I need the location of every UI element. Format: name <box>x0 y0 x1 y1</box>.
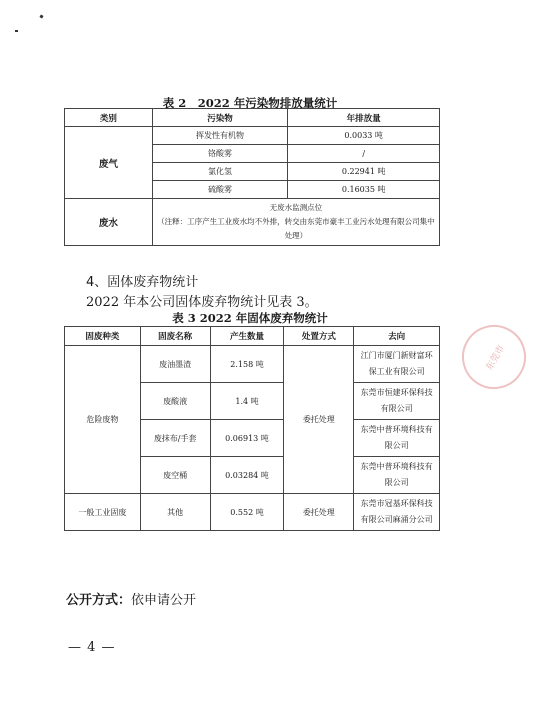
amount-cell: 0.22941 吨 <box>288 163 440 181</box>
disclosure-value: 依申请公开 <box>131 593 197 608</box>
destination-cell: 东莞市冠基环保科技有限公司麻涌分公司 <box>354 494 440 531</box>
disclosure-line <box>66 589 196 608</box>
pollutant-cell: 挥发性有机物 <box>152 127 288 145</box>
category-gas: 废气 <box>65 127 153 199</box>
water-note-cell <box>152 199 439 246</box>
destination-cell: 东莞中普环境科技有限公司 <box>354 420 440 457</box>
header-annual-emission: 年排放量 <box>288 109 440 127</box>
amount-cell: / <box>288 145 440 163</box>
disclosure-label: 公开方式： <box>66 593 132 608</box>
page-number: — 4 — <box>68 640 116 655</box>
quantity-cell: 1.4 吨 <box>210 383 284 420</box>
quantity-cell: 0.03284 吨 <box>210 457 284 494</box>
header-waste-type: 固废种类 <box>65 327 141 346</box>
amount-cell: 0.0033 吨 <box>288 127 440 145</box>
table-row <box>65 127 440 145</box>
destination-cell: 东莞中普环境科技有限公司 <box>354 457 440 494</box>
header-pollutant: 污染物 <box>152 109 288 127</box>
amount-cell: 0.16035 吨 <box>288 181 440 199</box>
destination-cell: 江门市厦门新财富环保工业有限公司 <box>354 346 440 383</box>
waste-type-hazardous: 危险废物 <box>65 346 141 494</box>
destination-cell: 东莞市恒建环保科技有限公司 <box>354 383 440 420</box>
company-seal <box>450 313 537 400</box>
scan-mark <box>15 30 18 32</box>
quantity-cell: 0.06913 吨 <box>210 420 284 457</box>
quantity-cell: 0.552 吨 <box>210 494 284 531</box>
table-row <box>65 199 440 246</box>
header-waste-name: 固废名称 <box>140 327 210 346</box>
water-note-line2: （注释：工序产生工业废水均不外排，转交由东莞市豪丰工业污水处理有限公司集中处理） <box>157 217 435 240</box>
pollutant-cell: 氯化氢 <box>152 163 288 181</box>
table2-caption: 表 2 2022 年污染物排放量统计 <box>162 96 338 110</box>
solid-waste-table <box>64 326 440 531</box>
section-paragraph: 2022 年本公司固体废弃物统计见表 3。 <box>86 295 318 310</box>
section-heading: 4、固体废弃物统计 <box>86 275 199 290</box>
waste-name-cell: 废空桶 <box>140 457 210 494</box>
waste-name-cell: 废油墨渣 <box>140 346 210 383</box>
table-row <box>65 346 440 383</box>
table-header-row <box>65 327 440 346</box>
header-quantity: 产生数量 <box>210 327 284 346</box>
waste-name-cell: 废抹布/手套 <box>140 420 210 457</box>
category-water: 废水 <box>65 199 153 246</box>
header-category: 类别 <box>65 109 153 127</box>
disposal-method-cell: 委托处理 <box>284 494 354 531</box>
pollutant-cell: 硫酸雾 <box>152 181 288 199</box>
table3-caption: 表 3 2022 年固体废弃物统计 <box>172 311 328 325</box>
header-disposal-method: 处置方式 <box>284 327 354 346</box>
disposal-method-cell: 委托处理 <box>284 346 354 494</box>
quantity-cell: 2.158 吨 <box>210 346 284 383</box>
table-row <box>65 494 440 531</box>
table-header-row <box>65 109 440 127</box>
waste-name-cell: 其他 <box>140 494 210 531</box>
pollutant-emission-table <box>64 108 440 246</box>
seal-text: 东莞市 <box>484 343 507 372</box>
waste-name-cell: 废酸液 <box>140 383 210 420</box>
waste-type-general: 一般工业固废 <box>65 494 141 531</box>
header-destination: 去向 <box>354 327 440 346</box>
scan-mark <box>39 14 43 18</box>
pollutant-cell: 铬酸雾 <box>152 145 288 163</box>
water-note-line1: 无废水监测点位 <box>269 203 323 212</box>
